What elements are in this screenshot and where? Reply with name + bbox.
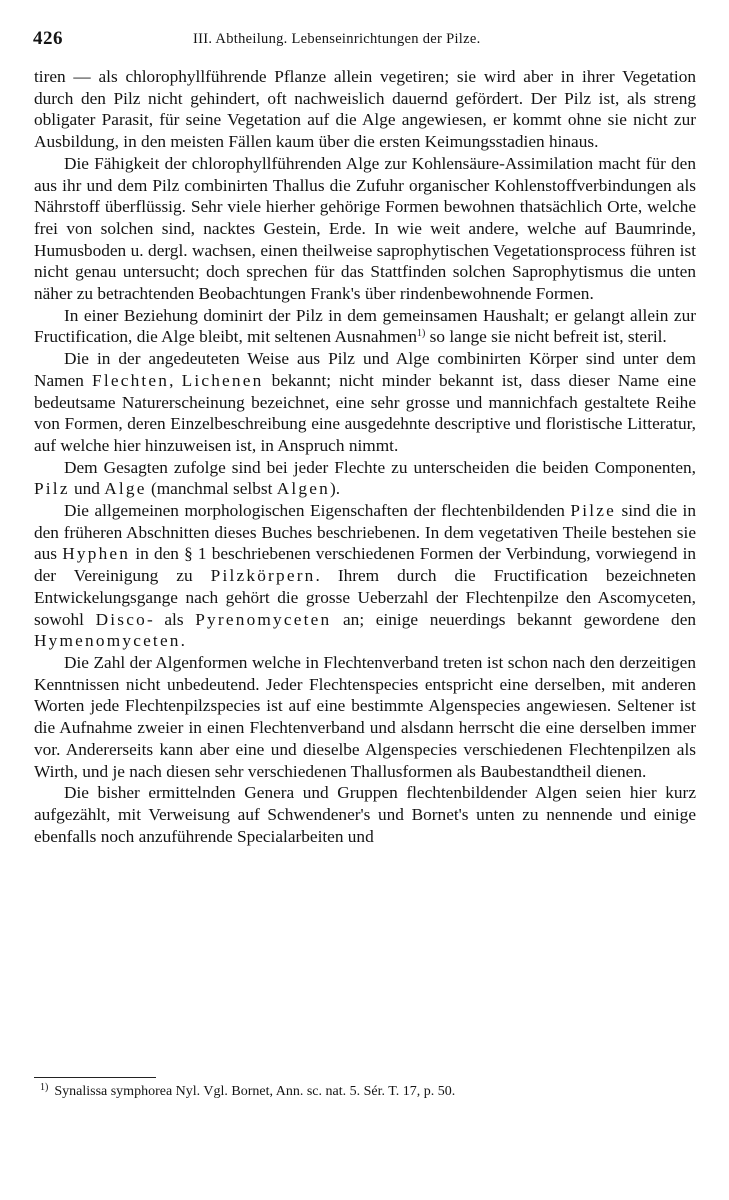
spaced-term-alge: Alge — [104, 479, 147, 499]
text-run: sind die in den früheren Abschnitten dieses Buches beschriebenen. In dem vegetativen Theile bestehen sie aus — [34, 501, 696, 564]
paragraph-2: Die Fähigkeit der chlorophyllführenden Alge zur Kohlensäure-Assimilation macht für den aus ihr und dem Pilz combinirten Thallus die Zufuhr organischer Kohlenstoffverbindungen als Nährstoff überflüssig. Sehr viele hierher gehörige Formen bewohnen thatsächlich Orte, welche frei von solchen sind, nacktes Gestein, Erde. In wie weit andere, welche auf Baumrinde, Humusboden u. dergl. wachsen, einen theilweise saprophytischen Vegetationsprocess führen ist nicht genau untersucht; doch sprechen für das Stattfinden solchen Saprophytismus die unten näher zu betrachtenden Beobachtungen Frank's über rindenbewohnende Formen. — [34, 153, 696, 304]
text-run: - als — [146, 609, 196, 629]
spaced-term-pyrenomyceten: Pyrenomyceten — [195, 609, 332, 629]
footnote — [40, 1083, 455, 1101]
paragraph-4 — [34, 348, 696, 457]
spaced-term-pilzkoerpern: Pilzkörpern — [210, 566, 316, 586]
spaced-term-flechten: Flechten — [92, 370, 170, 390]
text-run: Dem Gesagten zufolge sind bei jeder Flechte zu unterscheiden die beiden Componenten, — [64, 457, 696, 477]
text-run: Die allgemeinen morphologischen Eigenschaften der flechtenbildenden — [64, 501, 571, 521]
paragraph-5 — [34, 457, 696, 500]
spaced-term-hyphen: Hyphen — [62, 544, 131, 564]
spaced-term-algen: Algen — [276, 479, 330, 499]
spaced-term-pilze: Pilze — [570, 501, 616, 521]
text-run: Die in der angedeuteten Weise aus Pilz und Alge combinirten Körper sind unter dem Namen — [34, 349, 696, 390]
text-run: ). — [329, 479, 341, 499]
spaced-term-hymenomyceten: Hymenomyceten — [34, 631, 181, 651]
spaced-term-lichenen: Lichenen — [181, 370, 264, 390]
body-text — [34, 66, 696, 847]
running-head: III. Abtheilung. Lebenseinrichtungen der Pilze. — [193, 31, 481, 47]
text-run: so lange sie nicht befreit ist, steril. — [425, 327, 667, 347]
text-run: bekannt; nicht minder bekannt ist, dass dieser Name eine bedeutsame Naturerscheinung bezeichnet, eine sehr grosse und mannichfach gestaltete Reihe von Formen, deren Einzelbeschreibung eine ausgedehnte descriptive und floristische Litteratur, auf welche hier hinzuweisen ist, in Anspruch nimmt. — [34, 370, 696, 455]
spaced-term-pilz: Pilz — [34, 479, 70, 499]
text-run: in den § 1 beschriebenen verschiedenen Formen der Verbindung, vorwiegend in der Vereinigung zu — [34, 544, 697, 586]
page-header — [33, 28, 693, 54]
text-run: und — [69, 479, 105, 499]
paragraph-6 — [34, 500, 696, 652]
text-run: , — [169, 370, 182, 390]
paragraph-1: tiren — als chlorophyllführende Pflanze allein vegetiren; sie wird aber in ihrer Vegetation durch den Pilz nicht gehindert, oft nachweislich dauernd gefördert. Der Pilz ist, als streng obligater Parasit, für seine Vegetation auf die Alge angewiesen, er kommt ohne sie nicht zur Ausbildung, in den meisten Fällen kaum über die ersten Keimungsstadien hinaus. — [34, 67, 696, 152]
text-run: (manchmal selbst — [146, 479, 277, 499]
paragraph-7: Die Zahl der Algenformen welche in Flechtenverband treten ist schon nach den derzeitigen Kenntnissen nicht unbedeutend. Jeder Flechtenspecies entspricht eine derselben, mit anderen Worten jede Flechtenpilzspecies ist auf eine bestimmte Algenspecies angewiesen. Seltener ist die Aufnahme zweier in einen Flechtenverband und alsdann herrscht die eine derselben immer vor. Andererseits kann aber eine und dieselbe Algenspecies verschiedenen Flechtenpilzen als Wirth, und je nach diesen sehr verschiedenen Thallusformen als Baubestandtheil dienen. — [34, 652, 696, 781]
text-run: an; einige neuerdings bekannt gewordene den — [331, 609, 697, 629]
paragraph-8: Die bisher ermittelnden Genera und Gruppen flechtenbildender Algen seien hier kurz aufgezählt, mit Verweisung auf Schwendener's und Bornet's unten zu nennende und einige ebenfalls noch anzuführende Specialarbeiten und — [34, 783, 696, 846]
paragraph-3 — [34, 305, 696, 348]
text-run: . — [180, 631, 185, 651]
footnote-rule — [34, 1077, 156, 1078]
footnote-reference: 1) — [417, 328, 426, 340]
page-number: 426 — [33, 28, 63, 49]
spaced-term-disco: Disco — [95, 609, 147, 629]
text-run: . Ihrem durch die Fructification bezeichneten Entwickelungsgange nach gehört die grosse Ueberzahl der Flechtenpilze den Ascomyceten, sowohl — [34, 566, 697, 629]
footnote-text: Synalissa symphorea Nyl. Vgl. Bornet, Ann. sc. nat. 5. Sér. T. 17, p. 50. — [54, 1084, 456, 1099]
footnote-mark: 1) — [40, 1082, 49, 1093]
text-run: In einer Beziehung dominirt der Pilz in dem gemeinsamen Haushalt; er gelangt allein zur Fructification, die Alge bleibt, mit seltenen Ausnahmen — [34, 305, 696, 347]
